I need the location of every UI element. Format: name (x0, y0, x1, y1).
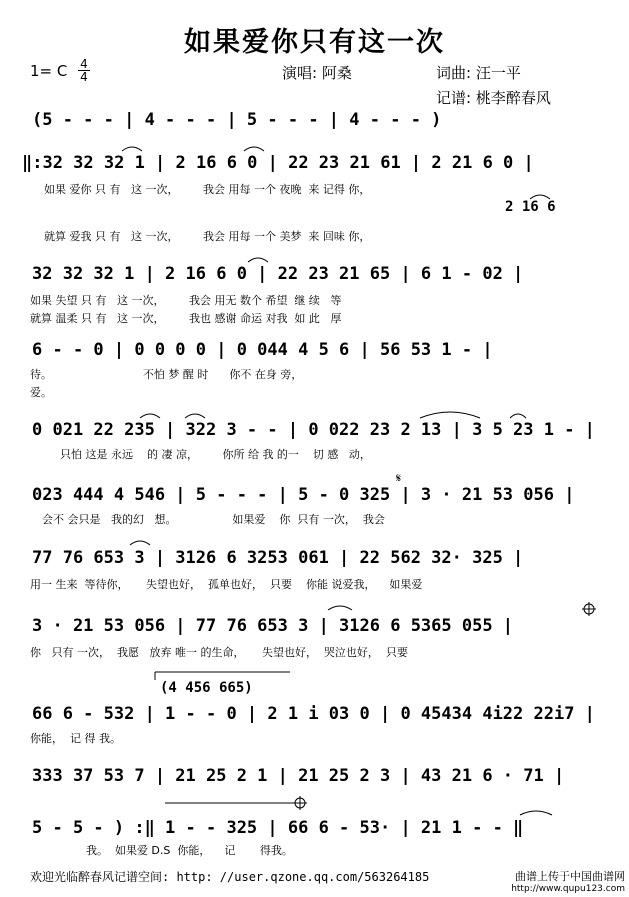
key-signature: 1= C (30, 62, 68, 80)
notation-line: ‖:32 32 32 1 | 2 16 6 0 | 22 23 21 61 | 2 21 6 0 | (22, 153, 534, 173)
lyric-line-1: 待。 不怕 梦 醒 时 你不 在身 旁， (30, 368, 303, 381)
time-sig-bottom: 4 (78, 70, 90, 83)
notation-line: (5 - - - | 4 - - - | 5 - - - | 4 - - - ) (32, 110, 442, 130)
notation-line: 32 32 32 1 | 2 16 6 0 | 22 23 21 65 | 6 1 - 02 | (32, 264, 524, 284)
segno-sign (396, 471, 401, 485)
slur (122, 147, 142, 151)
lyric-line-2: 爱。 (30, 386, 52, 399)
lyric-line-1: 会不 会只是 我的幻 想。 如果爱 你 只有 一次， 我会 (42, 513, 385, 526)
notation-line: 6 - - 0 | 0 0 0 0 | 0 044 4 5 6 | 56 53 1 - | (32, 340, 493, 360)
slur (328, 606, 352, 610)
slur (244, 147, 264, 151)
slur (248, 258, 268, 262)
lyric-line-1: 你能， 记 得 我。 (30, 732, 121, 745)
slur (185, 414, 205, 418)
slur (420, 412, 480, 418)
slur (530, 195, 550, 199)
alt-notation: 2 16 6 (505, 199, 556, 215)
slur (130, 541, 150, 545)
notation-line: 0 021 22 235 | 322 3 - - | 0 022 23 2 13 | 3 5 23 1 - | (32, 420, 595, 440)
lyric-line-1: 你 只有 一次， 我愿 放弃 唯一 的生命， 失望也好， 哭泣也好， 只要 (30, 646, 408, 659)
sheet-title: 如果爱你只有这一次 (184, 27, 445, 58)
lyric-line-2: 就算 爱我 只 有 这 一次， 我会 用每 一个 美梦 来 回味 你， (44, 230, 371, 243)
singer-credit: 演唱: 阿桑 (282, 64, 352, 82)
svg-text:𝄋: 𝄋 (396, 471, 402, 485)
notation-line: 5 - 5 - ) :‖ 1 - - 325 | 66 6 - 53· | 21 1 - - ‖ (32, 818, 524, 838)
alt-notation: (4 456 665) (160, 680, 253, 696)
notation-line: 333 37 53 7 | 21 25 2 1 | 21 25 2 3 | 43 21 6 · 71 | (32, 766, 565, 786)
slur (140, 414, 160, 418)
lyric-line-1: 如果 失望 只 有 这 一次， 我会 用无 数个 希望 继 续 等 (30, 294, 342, 307)
watermark-text: 曲谱上传于中国曲谱网 (515, 870, 625, 883)
slur (520, 811, 552, 815)
coda-sign (582, 602, 596, 616)
lyric-line-1: 我。 如果爱 D.S 你能， 记 得我。 (30, 844, 293, 857)
time-sig-top: 4 (80, 57, 88, 71)
transcriber-credit: 记谱: 桃李醉春风 (436, 89, 551, 107)
lyric-line-1: 如果 爱你 只 有 这 一次， 我会 用每 一个 夜晚 来 记得 你， (44, 183, 371, 196)
notation-line: 66 6 - 532 | 1 - - 0 | 2 1 i 03 0 | 0 45434 4i22 22i7 | (32, 704, 595, 724)
coda-sign (293, 796, 307, 810)
repeat-volta-bracket (155, 672, 290, 680)
footer-note: 欢迎光临醉春风记谱空间: http: //user.qzone.qq.com/563264185 (30, 870, 430, 884)
lyric-line-1: 用一 生来 等待你， 失望也好， 孤单也好， 只要 你能 说爱我， 如果爱 (30, 578, 423, 591)
notation-line: 77 76 653 3 | 3126 6 3253 061 | 22 562 32· 325 | (32, 548, 524, 568)
slur (510, 414, 526, 418)
composer-credit: 词曲: 汪一平 (436, 64, 521, 82)
lyric-line-2: 就算 温柔 只 有 这 一次， 我也 感谢 命运 对我 如 此 厚 (30, 312, 342, 325)
notation-line: 023 444 4 546 | 5 - - - | 5 - 0 325 | 3 · 21 53 056 | (32, 485, 575, 505)
watermark-url: http://www.qupu123.com (511, 884, 625, 894)
lyric-line-1: 只怕 这是 永远 的 凄 凉， 你所 给 我 的一 切 感 动， (60, 448, 371, 461)
notation-line: 3 · 21 53 056 | 77 76 653 3 | 3126 6 5365 055 | (32, 616, 514, 636)
